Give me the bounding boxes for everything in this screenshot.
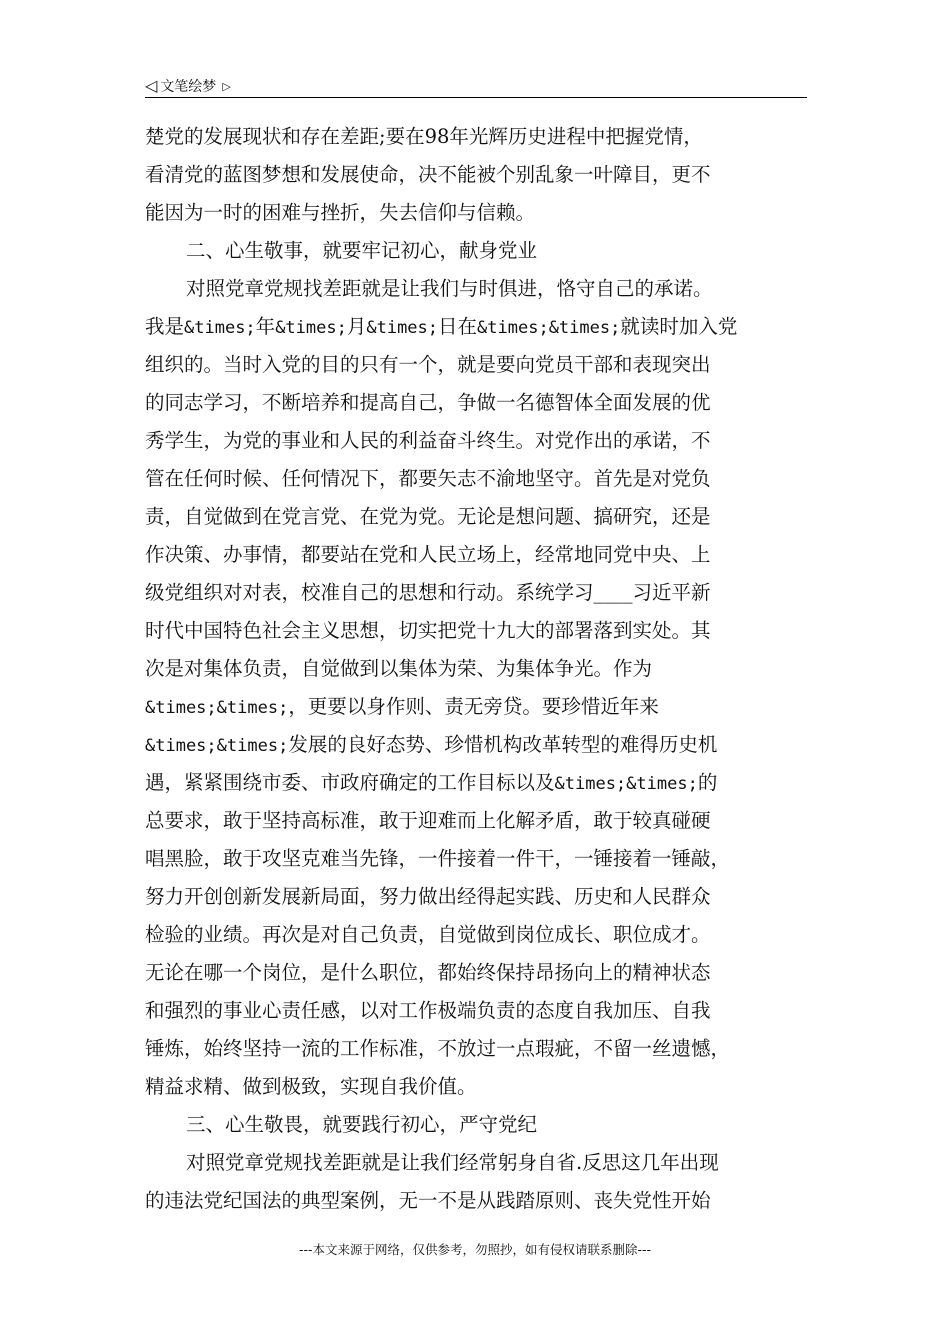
document-body (145, 118, 807, 1220)
text-line: 管在任何时候、任何情况下，都要矢志不渝地坚守。首先是对党负 (145, 467, 711, 490)
text-line: 无论在哪一个岗位，是什么职位，都始终保持昂扬向上的精神状态 (145, 961, 711, 984)
left-triangle-icon: ◁ (145, 76, 158, 95)
times-entity-text: &times; (216, 736, 289, 756)
text-line: 级党组织对对表，校准自己的思想和行动。系统学习____习近平新 (145, 581, 711, 604)
footer-disclaimer: ---本文来源于网络，仅供参考，勿照抄，如有侵权请联系删除--- (298, 1242, 652, 1257)
text-line: 组织的。当时入党的目的只有一个，就是要向党员干部和表现突出 (145, 353, 711, 376)
paragraph-start: 对照党章党规找差距就是让我们经常躬身自省.反思这几年出现 (186, 1151, 719, 1174)
times-entity-text: &times; (145, 698, 217, 718)
text-line: 看清党的蓝图梦想和发展使命，决不能被个别乱象一叶障目，更不 (145, 163, 711, 186)
times-entity-text: &times; (366, 318, 439, 338)
text-line: 责，自觉做到在党言党、在党为党。无论是想问题、搞研究，还是 (145, 505, 711, 528)
text-line: &times;&times;，更要以身作则、责无旁贷。要珍惜近年来 (145, 695, 659, 718)
text-line: 的违法党纪国法的典型案例，无一不是从践踏原则、丧失党性开始 (145, 1189, 711, 1212)
right-triangle-icon: ▷ (222, 79, 231, 93)
text-line: 遇，紧紧围绕市委、市政府确定的工作目标以及&times;&times;的 (145, 771, 718, 794)
text-line: 唱黑脸，敢于攻坚克难当先锋，一件接着一件干，一锤接着一锤敲， (145, 847, 731, 870)
times-entity-text: &times; (554, 774, 627, 794)
section-heading-3: 三、心生敬畏，就要践行初心，严守党纪 (186, 1113, 538, 1136)
text-line: 的同志学习，不断培养和提高自己，争做一名德智体全面发展的优 (145, 391, 711, 414)
text-line: 精益求精、做到极致，实现自我价值。 (145, 1075, 477, 1098)
text-line: 秀学生，为党的事业和人民的利益奋斗终生。对党作出的承诺，不 (145, 429, 711, 452)
times-entity-text: &times; (145, 736, 217, 756)
text-line: 作决策、办事情，都要站在党和人民立场上，经常地同党中央、上 (145, 543, 711, 566)
times-entity-text: &times; (275, 318, 347, 338)
text-line: 我是&times;年&times;月&times;日在&times;&times;就读时加入党 (145, 315, 738, 338)
text-line: 次是对集体负责，自觉做到以集体为荣、为集体争光。作为 (145, 657, 653, 680)
text-line: 能因为一时的困难与挫折，失去信仰与信赖。 (145, 201, 536, 224)
text-line: 总要求，敢于坚持高标准，敢于迎难而上化解矛盾，敢于较真碰硬 (145, 809, 711, 832)
page-header (145, 74, 807, 98)
text-line: 楚党的发展现状和存在差距;要在98年光辉历史进程中把握党情， (145, 125, 703, 148)
text-line: 检验的业绩。再次是对自己负责，自觉做到岗位成长、职位成才。 (145, 923, 711, 946)
text-line: 锤炼，始终坚持一流的工作标准，不放过一点瑕疵，不留一丝遗憾， (145, 1037, 731, 1060)
paragraph-start: 对照党章党规找差距就是让我们与时俱进，恪守自己的承诺。 (186, 277, 713, 300)
text-line: 和强烈的事业心责任感，以对工作极端负责的态度自我加压、自我 (145, 999, 711, 1022)
section-heading-2: 二、心生敬事，就要牢记初心，献身党业 (186, 239, 538, 262)
text-line: 努力开创创新发展新局面，努力做出经得起实践、历史和人民群众 (145, 885, 711, 908)
times-entity-text: &times; (626, 774, 698, 794)
header-divider (145, 97, 807, 98)
times-entity-text: &times; (477, 318, 549, 338)
times-entity-text: &times; (548, 318, 621, 338)
text-line: &times;&times;发展的良好态势、珍惜机构改革转型的难得历史机 (145, 733, 718, 756)
text-line: 时代中国特色社会主义思想，切实把党十九大的部署落到实处。其 (145, 619, 711, 642)
times-entity-text: &times; (184, 318, 256, 338)
header-title: 文笔绘梦 (160, 79, 217, 95)
times-entity-text: &times; (216, 698, 289, 718)
